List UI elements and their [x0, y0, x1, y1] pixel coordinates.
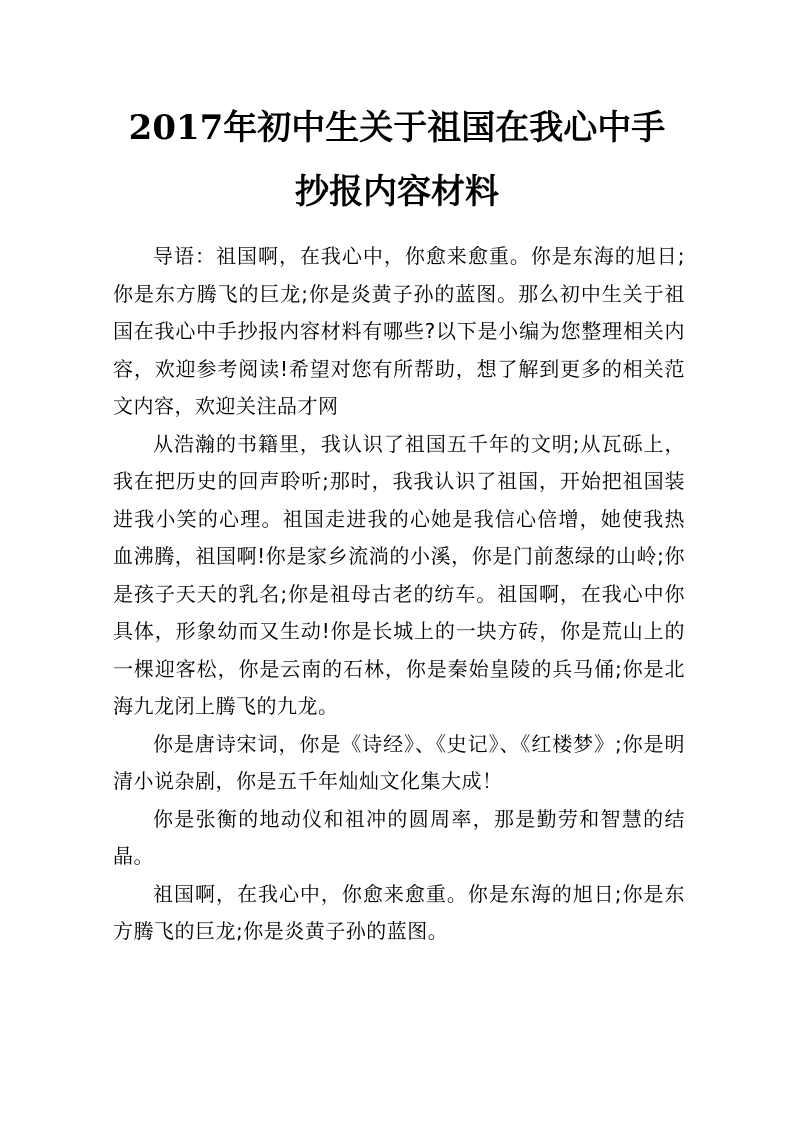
- paragraph-literature: 你是唐诗宋词，你是《诗经》、《史记》、《红楼梦》;你是明清小说杂剧，你是五千年灿灿文化集大成！: [113, 731, 685, 793]
- title-line-1: 2017年初中生关于祖国在我心中手: [128, 108, 666, 148]
- paragraph-history: 从浩瀚的书籍里，我认识了祖国五千年的文明;从瓦砾上，我在把历史的回声聆听;那时，我我认识了祖国，开始把祖国装进我小笑的心理。祖国走进我的心她是我信心倍增，她使我热血沸腾，祖国啊!你是家乡流淌的小溪，你是门前葱绿的山岭;你是孩子天天的乳名;你是祖母古老的纺车。祖国啊，在我心中你具体，形象幼而又生动!你是长城上的一块方砖，你是荒山上的一棵迎客松，你是云南的石林，你是秦始皇陵的兵马俑;你是北海九龙闭上腾飞的九龙。: [113, 431, 685, 718]
- paragraph-closing: 祖国啊，在我心中，你愈来愈重。你是东海的旭日;你是东方腾飞的巨龙;你是炎黄子孙的蓝图。: [113, 881, 685, 943]
- paragraph-science: 你是张衡的地动仪和祖冲的圆周率，那是勤劳和智慧的结晶。: [113, 806, 685, 868]
- document-body: [113, 238, 685, 951]
- document-title: [110, 96, 684, 224]
- title-line-2: 抄报内容材料: [295, 172, 499, 212]
- paragraph-intro: 导语：祖国啊，在我心中，你愈来愈重。你是东海的旭日;你是东方腾飞的巨龙;你是炎黄子孙的蓝图。那么初中生关于祖国在我心中手抄报内容材料有哪些?以下是小编为您整理相关内容，欢迎参考阅读!希望对您有所帮助，想了解到更多的相关范文内容，欢迎关注品才网: [113, 244, 685, 418]
